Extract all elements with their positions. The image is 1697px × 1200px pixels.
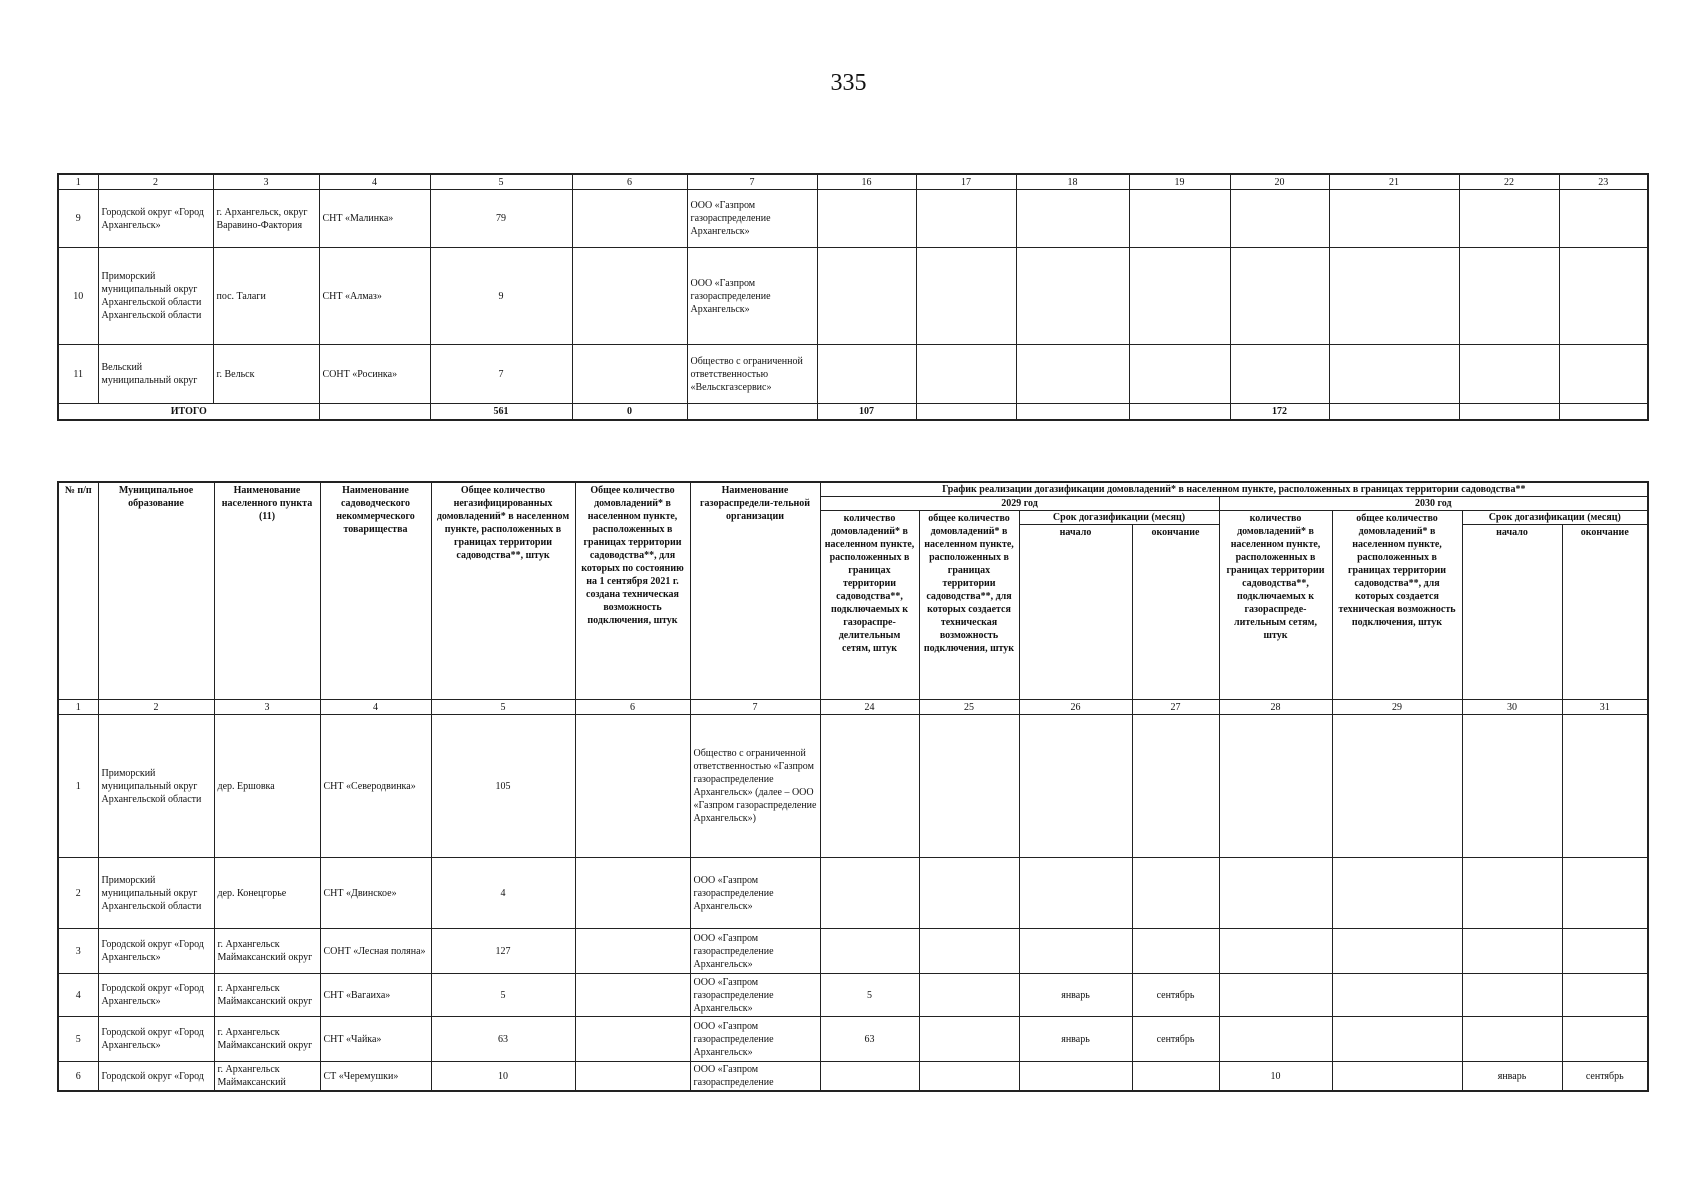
table-row <box>58 715 1648 858</box>
total-cell: 79 <box>430 190 572 248</box>
total-cell: 9 <box>430 248 572 345</box>
row-number: 5 <box>58 1017 98 1062</box>
column-number: 24 <box>820 700 919 715</box>
municipality-cell: Городской округ «Город Архангельск» <box>98 929 214 974</box>
municipality-cell: Городской округ «Город <box>98 1062 214 1092</box>
column-number: 27 <box>1132 700 1219 715</box>
column-number-row <box>58 700 1648 715</box>
header-total: Общее количество негазифицированных домовладений* в населенном пункте, расположенных в границах территории садоводства**, штук <box>431 482 575 700</box>
table-row <box>58 1062 1648 1092</box>
row-number: 6 <box>58 1062 98 1092</box>
header-start-2030: начало <box>1462 525 1562 700</box>
value-cell <box>1562 715 1648 858</box>
value-cell <box>919 858 1019 929</box>
column-number: 17 <box>916 174 1016 190</box>
snt-cell: СНТ «Вагаиха» <box>320 974 431 1017</box>
value-cell <box>1016 345 1129 404</box>
table-row <box>58 248 1648 345</box>
header-term-2030: Срок догазификации (месяц) <box>1462 511 1648 525</box>
snt-cell: СОНТ «Росинка» <box>319 345 430 404</box>
header-qty-connected-2029: количество домовладений* в населенном пункте, расположенных в границах территории садоводства**, подключаемых к газораспре-делительным сетям, штук <box>820 511 919 700</box>
column-number: 7 <box>690 700 820 715</box>
row-number: 10 <box>58 248 98 345</box>
value-cell <box>820 715 919 858</box>
table-continuation <box>57 173 1649 421</box>
column-number: 20 <box>1230 174 1329 190</box>
municipality-cell: Приморский муниципальный округ Архангельской области <box>98 858 214 929</box>
settlement-cell: дер. Конецгорье <box>214 858 320 929</box>
org-cell: ООО «Газпром газораспределение Архангельск» <box>687 248 817 345</box>
value-cell <box>1562 929 1648 974</box>
connected-cell <box>575 715 690 858</box>
page-number: 335 <box>830 70 867 96</box>
value-cell <box>1562 858 1648 929</box>
settlement-cell: г. Архангельск, округ Варавино-Фактория <box>213 190 319 248</box>
snt-cell: СНТ «Алмаз» <box>319 248 430 345</box>
value-cell: 10 <box>1219 1062 1332 1092</box>
row-number: 9 <box>58 190 98 248</box>
total-label: ИТОГО <box>58 404 319 421</box>
value-cell <box>916 345 1016 404</box>
column-number: 22 <box>1459 174 1559 190</box>
table-row <box>58 974 1648 1017</box>
column-number: 1 <box>58 700 98 715</box>
value-cell <box>916 248 1016 345</box>
column-number: 3 <box>214 700 320 715</box>
header-mo: Муниципальное образование <box>98 482 214 700</box>
value-cell <box>1132 715 1219 858</box>
municipality-cell: Приморский муниципальный округ Архангельской области Архангельской области <box>98 248 213 345</box>
sum-16: 107 <box>817 404 916 421</box>
empty-cell <box>1459 404 1559 421</box>
column-number: 28 <box>1219 700 1332 715</box>
settlement-cell: г. Архангельск Маймаксанский округ <box>214 1017 320 1062</box>
municipality-cell: Городской округ «Город Архангельск» <box>98 1017 214 1062</box>
settlement-cell: пос. Талаги <box>213 248 319 345</box>
value-cell <box>1132 858 1219 929</box>
header-np: Наименование населенного пункта (11) <box>214 482 320 700</box>
value-cell <box>1129 190 1230 248</box>
column-number: 6 <box>572 174 687 190</box>
column-number: 2 <box>98 174 213 190</box>
column-number: 23 <box>1559 174 1648 190</box>
value-cell <box>1332 858 1462 929</box>
value-cell <box>1562 974 1648 1017</box>
total-cell: 5 <box>431 974 575 1017</box>
org-cell: ООО «Газпром газораспределение <box>690 1062 820 1092</box>
header-term-2029: Срок догазификации (месяц) <box>1019 511 1219 525</box>
column-number: 18 <box>1016 174 1129 190</box>
empty-cell <box>687 404 817 421</box>
value-cell <box>1219 929 1332 974</box>
value-cell <box>1132 1062 1219 1092</box>
row-number: 2 <box>58 858 98 929</box>
connected-sum: 0 <box>572 404 687 421</box>
total-cell: 105 <box>431 715 575 858</box>
total-cell: 127 <box>431 929 575 974</box>
header-start-2029: начало <box>1019 525 1132 700</box>
column-number: 29 <box>1332 700 1462 715</box>
header-year-2029: 2029 год <box>820 497 1219 511</box>
connected-cell <box>572 190 687 248</box>
total-row <box>58 404 1648 421</box>
value-cell <box>820 1062 919 1092</box>
value-cell <box>1332 974 1462 1017</box>
value-cell <box>1019 715 1132 858</box>
header-qty-possible-2030: общее количество домовладений* в населенном пункте, расположенных в границах территории садоводства**, для которых создается техническая возможность подключения, штук <box>1332 511 1462 700</box>
value-cell <box>820 858 919 929</box>
column-number: 16 <box>817 174 916 190</box>
municipality-cell: Приморский муниципальный округ Архангельской области <box>98 715 214 858</box>
value-cell <box>919 1062 1019 1092</box>
value-cell <box>1230 248 1329 345</box>
empty-cell <box>319 404 430 421</box>
value-cell <box>1332 1062 1462 1092</box>
settlement-cell: г. Архангельск Маймаксанский округ <box>214 974 320 1017</box>
column-number-row <box>58 174 1648 190</box>
empty-cell <box>1329 404 1459 421</box>
value-cell <box>1462 929 1562 974</box>
value-cell: январь <box>1462 1062 1562 1092</box>
value-cell <box>817 248 916 345</box>
table-row <box>58 929 1648 974</box>
column-number: 19 <box>1129 174 1230 190</box>
value-cell <box>1230 190 1329 248</box>
org-cell: ООО «Газпром газораспределение Архангельск» <box>690 929 820 974</box>
value-cell: 5 <box>820 974 919 1017</box>
org-cell: ООО «Газпром газораспределение Архангельск» <box>690 974 820 1017</box>
column-number: 30 <box>1462 700 1562 715</box>
org-cell: ООО «Газпром газораспределение Архангельск» <box>687 190 817 248</box>
value-cell <box>1459 345 1559 404</box>
header-end-2030: окончание <box>1562 525 1648 700</box>
header-conn: Общее количество домовладений* в населенном пункте, расположенных в границах территории садоводства**, для которых по состоянию на 1 сентября 2021 г. создана техническая возможность подключения, штук <box>575 482 690 700</box>
connected-cell <box>575 929 690 974</box>
total-cell: 4 <box>431 858 575 929</box>
header-qty-connected-2030: количество домовладений* в населенном пункте, расположенных в границах территории садоводства**, подключаемых к газораспреде-лительным сетям, штук <box>1219 511 1332 700</box>
column-number: 2 <box>98 700 214 715</box>
total-cell: 7 <box>430 345 572 404</box>
value-cell <box>1462 858 1562 929</box>
value-cell <box>1462 715 1562 858</box>
value-cell <box>1019 858 1132 929</box>
value-cell <box>919 929 1019 974</box>
value-cell <box>1016 248 1129 345</box>
snt-cell: СНТ «Северодвинка» <box>320 715 431 858</box>
value-cell <box>1230 345 1329 404</box>
value-cell <box>1219 974 1332 1017</box>
value-cell <box>1459 190 1559 248</box>
value-cell <box>1329 345 1459 404</box>
connected-cell <box>575 1017 690 1062</box>
table-row <box>58 858 1648 929</box>
org-cell: Общество с ограниченной ответственностью «Вельскгазсервис» <box>687 345 817 404</box>
empty-cell <box>1016 404 1129 421</box>
column-number: 31 <box>1562 700 1648 715</box>
column-number: 25 <box>919 700 1019 715</box>
value-cell <box>1019 1062 1132 1092</box>
org-cell: ООО «Газпром газораспределение Архангельск» <box>690 1017 820 1062</box>
value-cell <box>1462 974 1562 1017</box>
settlement-cell: г. Вельск <box>213 345 319 404</box>
value-cell <box>1129 345 1230 404</box>
value-cell <box>1219 858 1332 929</box>
value-cell <box>1329 190 1459 248</box>
value-cell <box>1559 248 1648 345</box>
row-number: 3 <box>58 929 98 974</box>
column-number: 5 <box>431 700 575 715</box>
snt-cell: СНТ «Малинка» <box>319 190 430 248</box>
settlement-cell: г. Архангельск Маймаксанский <box>214 1062 320 1092</box>
snt-cell: СОНТ «Лесная поляна» <box>320 929 431 974</box>
empty-cell <box>1129 404 1230 421</box>
row-number: 11 <box>58 345 98 404</box>
value-cell: январь <box>1019 974 1132 1017</box>
municipality-cell: Городской округ «Город Архангельск» <box>98 974 214 1017</box>
column-number: 6 <box>575 700 690 715</box>
value-cell <box>1462 1017 1562 1062</box>
value-cell: сентябрь <box>1562 1062 1648 1092</box>
column-number: 21 <box>1329 174 1459 190</box>
table-row <box>58 190 1648 248</box>
value-cell: 63 <box>820 1017 919 1062</box>
value-cell <box>1132 929 1219 974</box>
header-schedule: График реализации догазификации домовладений* в населенном пункте, расположенных в границах территории садоводства** <box>820 482 1648 497</box>
column-number: 4 <box>319 174 430 190</box>
municipality-cell: Городской округ «Город Архангельск» <box>98 190 213 248</box>
value-cell <box>1329 248 1459 345</box>
connected-cell <box>575 974 690 1017</box>
row-number: 1 <box>58 715 98 858</box>
value-cell <box>1219 715 1332 858</box>
value-cell <box>1332 1017 1462 1062</box>
value-cell: сентябрь <box>1132 1017 1219 1062</box>
snt-cell: СТ «Черемушки» <box>320 1062 431 1092</box>
total-cell: 10 <box>431 1062 575 1092</box>
header-year-2030: 2030 год <box>1219 497 1648 511</box>
connected-cell <box>575 1062 690 1092</box>
table-row <box>58 1017 1648 1062</box>
connected-cell <box>575 858 690 929</box>
value-cell <box>1332 929 1462 974</box>
header-snt: Наименование садоводческого некоммерческого товарищества <box>320 482 431 700</box>
sum-20: 172 <box>1230 404 1329 421</box>
value-cell <box>1016 190 1129 248</box>
value-cell <box>1562 1017 1648 1062</box>
org-cell: Общество с ограниченной ответственностью «Газпром газораспределение Архангельск» (далее – ООО «Газпром газораспределение Архангельск») <box>690 715 820 858</box>
empty-cell <box>916 404 1016 421</box>
column-number: 26 <box>1019 700 1132 715</box>
connected-cell <box>572 345 687 404</box>
value-cell: январь <box>1019 1017 1132 1062</box>
value-cell <box>919 715 1019 858</box>
value-cell <box>1559 345 1648 404</box>
value-cell <box>916 190 1016 248</box>
header-org: Наименование газораспредели-тельной организации <box>690 482 820 700</box>
snt-cell: СНТ «Двинское» <box>320 858 431 929</box>
column-number: 5 <box>430 174 572 190</box>
value-cell <box>1219 1017 1332 1062</box>
table-schedule <box>57 481 1649 1092</box>
value-cell <box>817 190 916 248</box>
column-number: 3 <box>213 174 319 190</box>
org-cell: ООО «Газпром газораспределение Архангельск» <box>690 858 820 929</box>
column-number: 4 <box>320 700 431 715</box>
value-cell <box>1129 248 1230 345</box>
value-cell <box>1559 190 1648 248</box>
settlement-cell: дер. Ершовка <box>214 715 320 858</box>
total-sum: 561 <box>430 404 572 421</box>
connected-cell <box>572 248 687 345</box>
total-cell: 63 <box>431 1017 575 1062</box>
value-cell: сентябрь <box>1132 974 1219 1017</box>
value-cell <box>919 1017 1019 1062</box>
value-cell <box>1459 248 1559 345</box>
header-num: № п/п <box>58 482 98 700</box>
municipality-cell: Вельский муниципальный округ <box>98 345 213 404</box>
empty-cell <box>1559 404 1648 421</box>
settlement-cell: г. Архангельск Маймаксанский округ <box>214 929 320 974</box>
column-number: 1 <box>58 174 98 190</box>
column-number: 7 <box>687 174 817 190</box>
table-row <box>58 345 1648 404</box>
value-cell <box>1019 929 1132 974</box>
value-cell <box>1332 715 1462 858</box>
row-number: 4 <box>58 974 98 1017</box>
value-cell <box>820 929 919 974</box>
header-end-2029: окончание <box>1132 525 1219 700</box>
value-cell <box>817 345 916 404</box>
header-qty-possible-2029: общее количество домовладений* в населенном пункте, расположенных в границах территории садоводства**, для которых создается техническая возможность подключения, штук <box>919 511 1019 700</box>
snt-cell: СНТ «Чайка» <box>320 1017 431 1062</box>
value-cell <box>919 974 1019 1017</box>
